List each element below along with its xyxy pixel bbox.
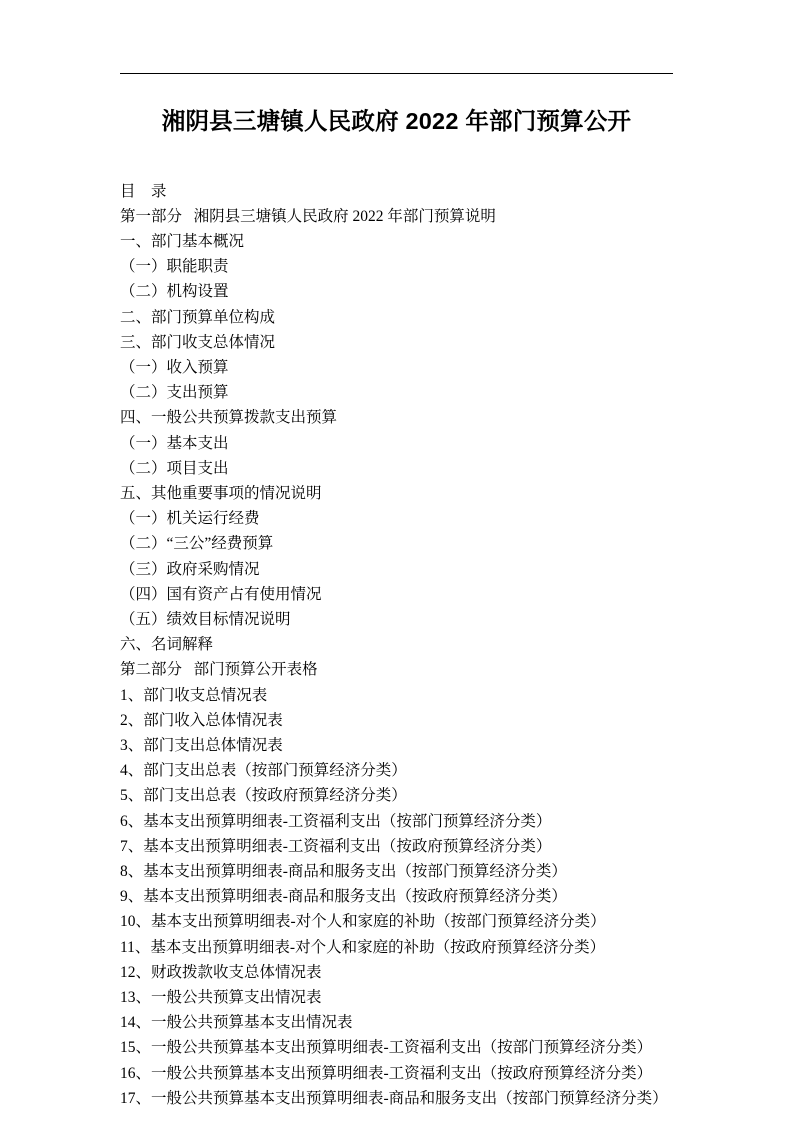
toc-item: （五）绩效目标情况说明 (120, 611, 291, 628)
page-content (120, 0, 673, 1111)
toc-item: （四）国有资产占有使用情况 (120, 585, 322, 603)
toc-item: 11、基本支出预算明细表-对个人和家庭的补助（按政府预算经济分类） (120, 938, 606, 956)
table-of-contents (120, 179, 673, 1112)
toc-item: （二）“三公”经费预算 (120, 535, 274, 553)
toc-item: 五、其他重要事项的情况说明 (120, 484, 322, 502)
page-title: 湘阴县三塘镇人民政府 2022 年部门预算公开 (161, 108, 632, 134)
toc-item: 6、基本支出预算明细表-工资福利支出（按部门预算经济分类） (120, 812, 552, 830)
toc-item: 三、部门收支总体情况 (120, 333, 276, 351)
toc-item: 4、部门支出总表（按部门预算经济分类） (120, 762, 407, 780)
toc-item: 3、部门支出总体情况表 (120, 737, 283, 755)
toc-item: （一）职能职责 (120, 258, 229, 276)
header-divider (120, 73, 673, 74)
toc-item: 二、部门预算单位构成 (120, 308, 276, 326)
toc-item: 13、一般公共预算支出情况表 (120, 989, 322, 1007)
toc-item: （一）机关运行经费 (120, 510, 260, 528)
toc-item: 10、基本支出预算明细表-对个人和家庭的补助（按部门预算经济分类） (120, 913, 606, 931)
toc-item: 六、名词解释 (120, 636, 214, 654)
toc-item: 12、财政拨款收支总体情况表 (120, 963, 322, 981)
toc-item: （二）机构设置 (120, 283, 229, 301)
toc-heading: 目 录 (120, 182, 167, 200)
toc-item: 14、一般公共预算基本支出情况表 (120, 1014, 353, 1032)
toc-item: 第一部分 湘阴县三塘镇人民政府 2022 年部门预算说明 (120, 207, 496, 225)
toc-item: （二）支出预算 (120, 384, 229, 402)
toc-item: 16、一般公共预算基本支出预算明细表-工资福利支出（按政府预算经济分类） (120, 1064, 653, 1082)
toc-item: （一）基本支出 (120, 434, 229, 452)
toc-item: 1、部门收支总情况表 (120, 686, 268, 704)
toc-item: 7、基本支出预算明细表-工资福利支出（按政府预算经济分类） (120, 837, 552, 855)
toc-item: 15、一般公共预算基本支出预算明细表-工资福利支出（按部门预算经济分类） (120, 1039, 653, 1057)
toc-item: （三）政府采购情况 (120, 560, 260, 578)
toc-item: 第二部分 部门预算公开表格 (120, 661, 318, 679)
toc-item: 四、一般公共预算拨款支出预算 (120, 409, 338, 427)
toc-item: 5、部门支出总表（按政府预算经济分类） (120, 787, 407, 805)
toc-item: （一）收入预算 (120, 358, 229, 376)
toc-item: 2、部门收入总体情况表 (120, 711, 283, 729)
toc-item: 17、一般公共预算基本支出预算明细表-商品和服务支出（按部门预算经济分类） (120, 1089, 668, 1107)
toc-item: 一、部门基本概况 (120, 232, 245, 250)
toc-item: 8、基本支出预算明细表-商品和服务支出（按部门预算经济分类） (120, 863, 567, 881)
toc-item: （二）项目支出 (120, 459, 229, 477)
toc-item: 9、基本支出预算明细表-商品和服务支出（按政府预算经济分类） (120, 888, 567, 906)
